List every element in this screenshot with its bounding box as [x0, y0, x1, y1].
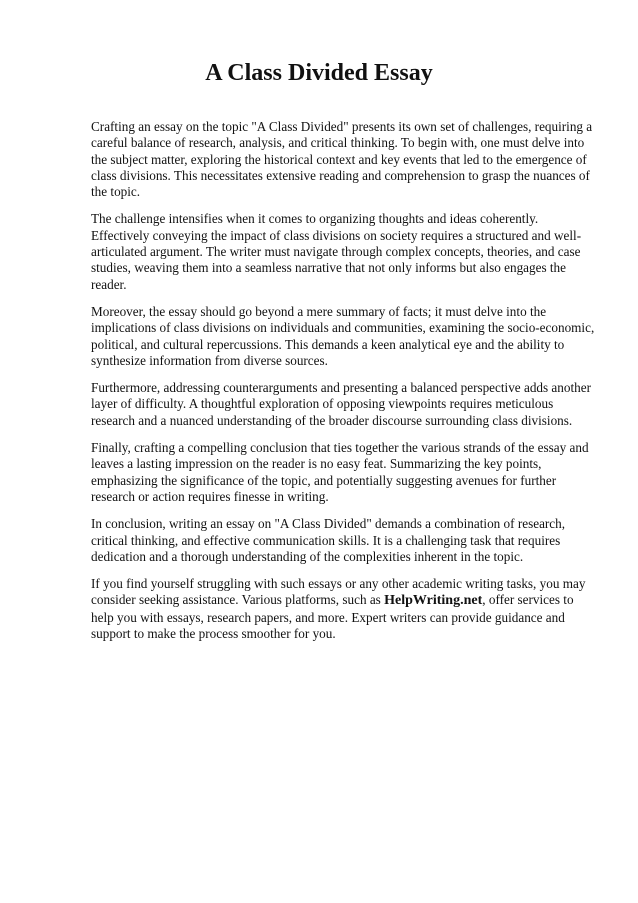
paragraph-2: The challenge intensifies when it comes to organizing thoughts and ideas coherently. Effectively conveying the impact of class divisions on society requires a structured and well-articulated argument. The writer must navigate through complex concepts, theories, and case studies, weaving them into a seamless narrative that not only informs but also engages the reader. — [91, 211, 582, 292]
essay-body — [91, 119, 596, 653]
paragraph-6: In conclusion, writing an essay on "A Class Divided" demands a combination of research, critical thinking, and effective communication skills. It is a challenging task that requires dedication and a thorough understanding of the complexities inherent in the topic. — [91, 516, 566, 564]
paragraph-7-before: If you find yourself struggling with such essays or any other academic writing tasks, you may consider seeking assistance. Various platforms, such as — [91, 576, 586, 608]
paragraph-7-after: , offer services to help you with essays, research papers, and more. Expert writers can provide guidance and support to make the process smoother for you. — [91, 592, 574, 642]
paragraph-7 — [91, 576, 596, 642]
paragraph-1: Crafting an essay on the topic "A Class Divided" presents its own set of challenges, requiring a careful balance of research, analysis, and critical thinking. To begin with, one must delve into the subject matter, exploring the historical context and key events that led to the emergence of class divisions. This necessitates extensive reading and comprehension to grasp the nuances of the topic. — [91, 119, 593, 200]
paragraph-4: Furthermore, addressing counterarguments and presenting a balanced perspective adds another layer of difficulty. A thoughtful exploration of opposing viewpoints requires meticulous research and a nuanced understanding of the broader discourse surrounding class divisions. — [91, 380, 591, 428]
page-title: A Class Divided Essay — [205, 60, 433, 86]
brand-name: HelpWriting.net — [384, 593, 483, 609]
paragraph-3: Moreover, the essay should go beyond a mere summary of facts; it must delve into the implications of class divisions on individuals and communities, examining the socio-economic, political, and cultural repercussions. This demands a keen analytical eye and the ability to synthesize information from diverse sources. — [91, 303, 595, 368]
paragraph-5: Finally, crafting a compelling conclusion that ties together the various strands of the essay and leaves a lasting impression on the reader is no easy feat. Summarizing the key points, emphasizing the significance of the topic, and potentially suggesting avenues for further research or action requires finesse in writing. — [91, 440, 589, 504]
